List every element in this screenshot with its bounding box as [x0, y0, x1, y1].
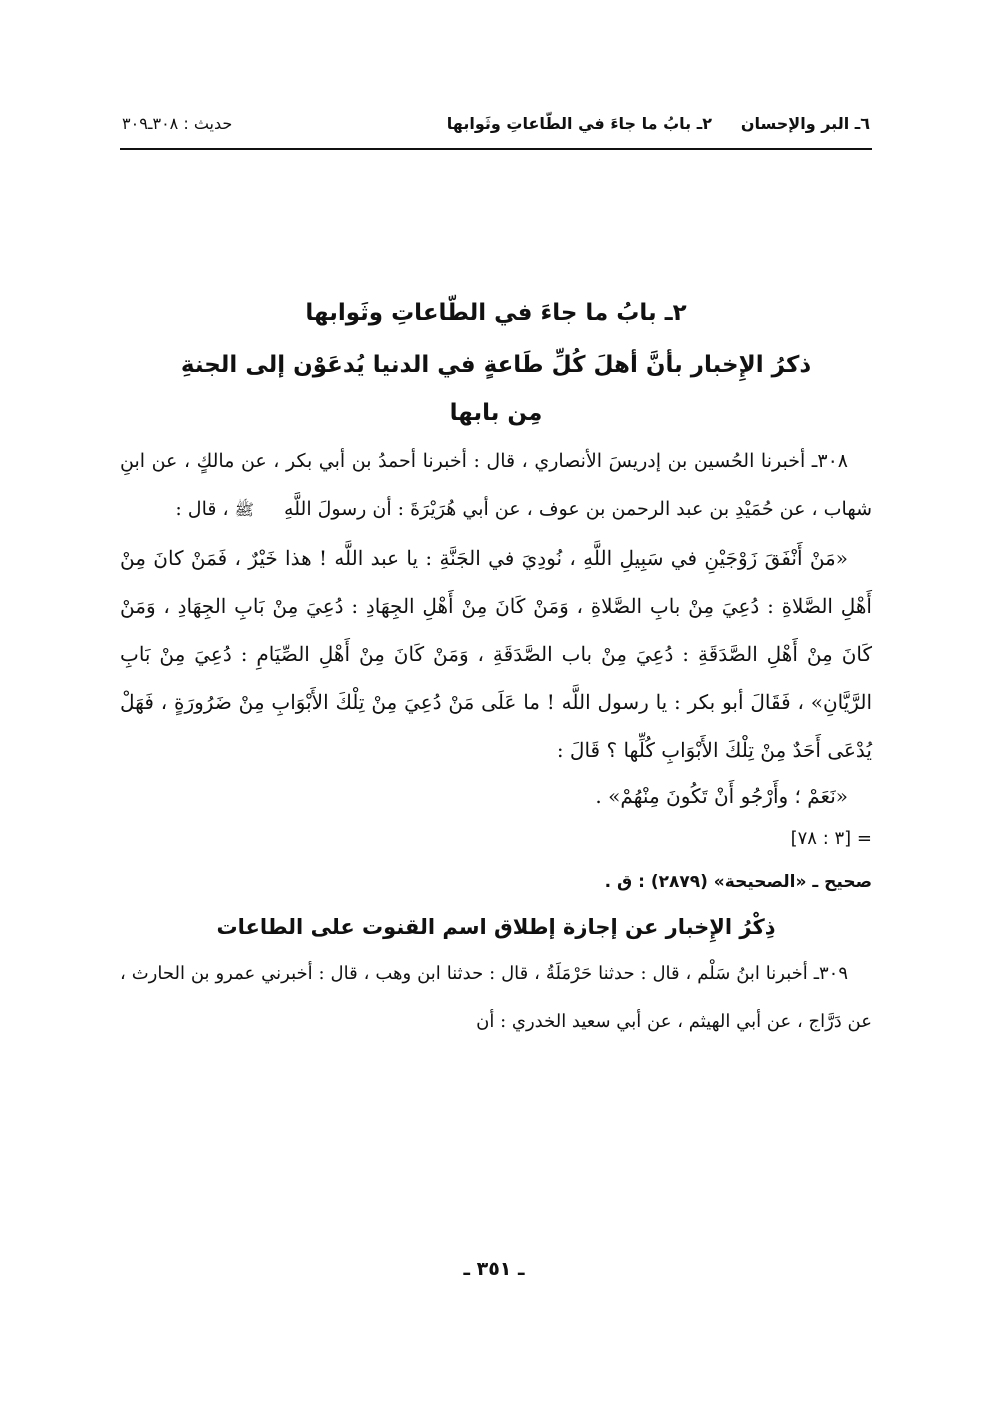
cross-reference: = [٣ : ٧٨] [790, 828, 872, 849]
section-title-line-2: مِن بابها [449, 400, 543, 426]
running-header [120, 112, 872, 146]
header-chapter: ٢ـ بابُ ما جاءَ في الطّاعاتِ وثَوابها [446, 114, 712, 133]
page-number: ـ ٣٥١ ـ [463, 1258, 525, 1280]
isnad-text: ٣٠٨ـ أخبرنا الحُسين بن إدريسَ الأنصاري ، قال : أخبرنا أحمدُ بن أبي بكر ، عن مالكٍ ، عن ابنِ شهاب ، عن حُمَيْدِ بن عبد الرحمن بن عوف ، عن أبي هُرَيْرَةَ : أن رسولَ اللَّهِ [120, 450, 872, 520]
section-2-title: ذِكْرُ الإِخبار عن إجازة إطلاق اسم القنوت على الطاعات [216, 915, 776, 939]
hadith-308-answer: «نَعَمْ ؛ وأَرْجُو أَنْ تَكُونَ مِنْهُمْ» . [595, 784, 848, 808]
hadith-308-matn: «مَنْ أَنْفَقَ زَوْجَيْنِ في سَبِيلِ اللَّهِ ، نُودِيَ في الجَنَّةِ : يا عبد اللَّه ! هذا خَيْرٌ ، فَمَنْ كانَ مِنْ أَهْلِ الصَّلاةِ : دُعِيَ مِنْ بابِ الصَّلاةِ ، وَمَنْ كَانَ مِنْ أَهْلِ الجِهَادِ : دُعِيَ مِنْ بَابِ الجِهَادِ ، وَمَنْ كَانَ مِنْ أَهْلِ الصَّدَقَةِ : دُعِيَ مِنْ باب الصَّدَقَةِ ، وَمَنْ كَانَ مِنْ أَهْلِ الصِّيَامِ : دُعِيَ مِنْ بَابِ الرَّيَّانِ» ، فَقَالَ أبو بكر : يا رسول اللَّه ! ما عَلَى مَنْ دُعِيَ مِنْ تِلْكَ الأَبْوَابِ مِنْ ضَرُورَةٍ ، فَهَلْ يُدْعَى أَحَدٌ مِنْ تِلْكَ الأَبْوَابِ كُلِّها ؟ قَالَ : [120, 546, 872, 762]
main-text [120, 295, 872, 1046]
hadith-308-isnad [120, 437, 872, 534]
chapter-title: ٢ـ بابُ ما جاءَ في الطّاعاتِ وثَوابها [305, 300, 687, 326]
salawat-icon: ﷺ [234, 500, 254, 519]
header-book-section: ٦ـ البر والإحسان [740, 114, 870, 133]
hadith-309-isnad: ٣٠٩ـ أخبرنا ابنُ سَلْم ، قال : حدثنا حَرْمَلَةُ ، قال : حدثنا ابن وهب ، قال : أخبرني عمرو بن الحارث ، عن دَرَّاج ، عن أبي الهيثم ، عن أبي سعيد الخدري : أن [120, 963, 872, 1032]
qala-text: ، قال : [175, 498, 229, 520]
header-divider [120, 148, 872, 150]
hadith-grade: صحيح ـ «الصحيحة» (٢٨٧٩) : ق . [604, 872, 872, 892]
section-title-line-1: ذكرُ الإِخبار بأنَّ أهلَ كُلِّ طَاعةٍ في الدنيا يُدعَوْن إلى الجنةِ [180, 352, 812, 378]
header-hadith-range: حديث : ٣٠٨ـ٣٠٩ [122, 114, 233, 133]
